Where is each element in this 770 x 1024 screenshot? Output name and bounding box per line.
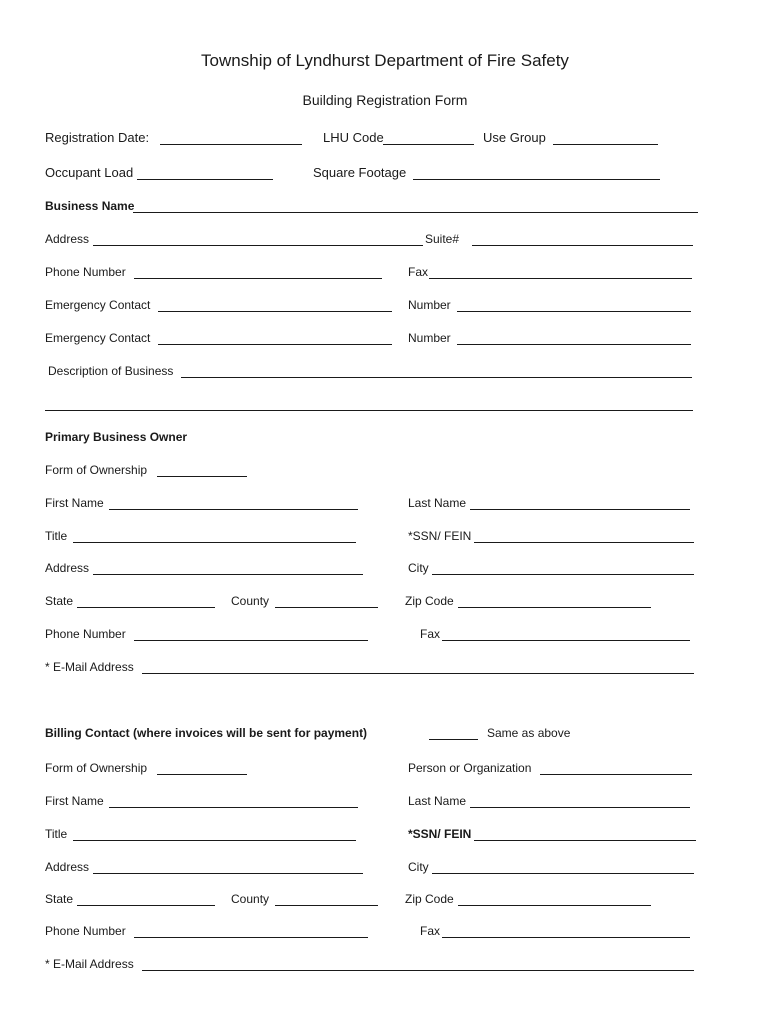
same-as-above-label: Same as above <box>487 726 571 740</box>
fax-label: Fax <box>408 265 429 279</box>
billing-fax-field[interactable] <box>442 937 690 938</box>
owner-county-label: County <box>231 594 270 608</box>
billing-address-label: Address <box>45 860 90 874</box>
occupant-load-label: Occupant Load <box>45 165 134 180</box>
description-label: Description of Business <box>48 364 174 378</box>
owner-ssn-label: *SSN/ FEIN <box>408 529 472 543</box>
emergency-number-2-label: Number <box>408 331 451 345</box>
billing-email-label: * E-Mail Address <box>45 957 134 971</box>
emergency-number-2-field[interactable] <box>457 344 691 345</box>
lhu-code-label: LHU Code <box>323 130 384 145</box>
billing-first-name-label: First Name <box>45 794 104 808</box>
owner-city-label: City <box>408 561 429 575</box>
emergency-contact-1-label: Emergency Contact <box>45 298 151 312</box>
owner-ssn-field[interactable] <box>474 542 694 543</box>
owner-fax-field[interactable] <box>442 640 690 641</box>
owner-email-field[interactable] <box>142 673 694 674</box>
use-group-field[interactable] <box>553 144 658 145</box>
address-field[interactable] <box>93 245 423 246</box>
billing-zip-field[interactable] <box>458 905 651 906</box>
square-footage-field[interactable] <box>413 179 660 180</box>
billing-heading: Billing Contact (where invoices will be sent for payment) <box>45 726 368 740</box>
form-subtitle: Building Registration Form <box>302 92 468 108</box>
billing-ownership-field[interactable] <box>157 774 247 775</box>
billing-city-label: City <box>408 860 429 874</box>
owner-last-name-field[interactable] <box>470 509 690 510</box>
form-title: Township of Lyndhurst Department of Fire Safety <box>201 51 569 70</box>
billing-address-field[interactable] <box>93 873 363 874</box>
business-name-field[interactable] <box>133 212 698 213</box>
billing-ssn-label: *SSN/ FEIN <box>408 827 472 841</box>
billing-fax-label: Fax <box>420 924 441 938</box>
owner-state-label: State <box>45 594 74 608</box>
billing-title-field[interactable] <box>73 840 356 841</box>
billing-phone-field[interactable] <box>134 937 368 938</box>
owner-ownership-label: Form of Ownership <box>45 463 148 477</box>
emergency-number-1-label: Number <box>408 298 451 312</box>
fax-field[interactable] <box>429 278 692 279</box>
billing-city-field[interactable] <box>432 873 694 874</box>
square-footage-label: Square Footage <box>313 165 407 180</box>
suite-field[interactable] <box>472 245 693 246</box>
owner-ownership-field[interactable] <box>157 476 247 477</box>
owner-state-field[interactable] <box>77 607 215 608</box>
billing-person-org-label: Person or Organization <box>408 761 532 775</box>
billing-ssn-field[interactable] <box>474 840 696 841</box>
lhu-code-field[interactable] <box>383 144 474 145</box>
billing-person-org-field[interactable] <box>540 774 692 775</box>
billing-title-label: Title <box>45 827 68 841</box>
business-name-label: Business Name <box>45 199 135 213</box>
same-as-above-field[interactable] <box>429 739 478 740</box>
owner-first-name-field[interactable] <box>109 509 358 510</box>
owner-address-field[interactable] <box>93 574 363 575</box>
description-field[interactable] <box>181 377 692 378</box>
owner-address-label: Address <box>45 561 90 575</box>
registration-date-field[interactable] <box>160 144 302 145</box>
billing-state-field[interactable] <box>77 905 215 906</box>
registration-date-label: Registration Date: <box>45 130 150 145</box>
billing-ownership-label: Form of Ownership <box>45 761 148 775</box>
owner-zip-label: Zip Code <box>405 594 454 608</box>
owner-last-name-label: Last Name <box>408 496 467 510</box>
emergency-contact-2-field[interactable] <box>158 344 392 345</box>
owner-fax-label: Fax <box>420 627 441 641</box>
billing-email-field[interactable] <box>142 970 694 971</box>
description-field-line-2[interactable] <box>45 410 693 411</box>
owner-title-field[interactable] <box>73 542 356 543</box>
occupant-load-field[interactable] <box>137 179 273 180</box>
owner-heading: Primary Business Owner <box>45 430 188 444</box>
emergency-contact-1-field[interactable] <box>158 311 392 312</box>
billing-zip-label: Zip Code <box>405 892 454 906</box>
phone-number-field[interactable] <box>134 278 382 279</box>
billing-first-name-field[interactable] <box>109 807 358 808</box>
billing-county-field[interactable] <box>275 905 378 906</box>
suite-label: Suite# <box>425 232 460 246</box>
billing-state-label: State <box>45 892 74 906</box>
billing-last-name-field[interactable] <box>470 807 690 808</box>
owner-first-name-label: First Name <box>45 496 104 510</box>
billing-phone-label: Phone Number <box>45 924 126 938</box>
billing-county-label: County <box>231 892 270 906</box>
billing-last-name-label: Last Name <box>408 794 467 808</box>
address-label: Address <box>45 232 90 246</box>
use-group-label: Use Group <box>483 130 546 145</box>
owner-zip-field[interactable] <box>458 607 651 608</box>
emergency-number-1-field[interactable] <box>457 311 691 312</box>
owner-county-field[interactable] <box>275 607 378 608</box>
owner-title-label: Title <box>45 529 68 543</box>
owner-phone-field[interactable] <box>134 640 368 641</box>
phone-number-label: Phone Number <box>45 265 126 279</box>
owner-city-field[interactable] <box>432 574 694 575</box>
owner-phone-label: Phone Number <box>45 627 126 641</box>
owner-email-label: * E-Mail Address <box>45 660 134 674</box>
emergency-contact-2-label: Emergency Contact <box>45 331 151 345</box>
